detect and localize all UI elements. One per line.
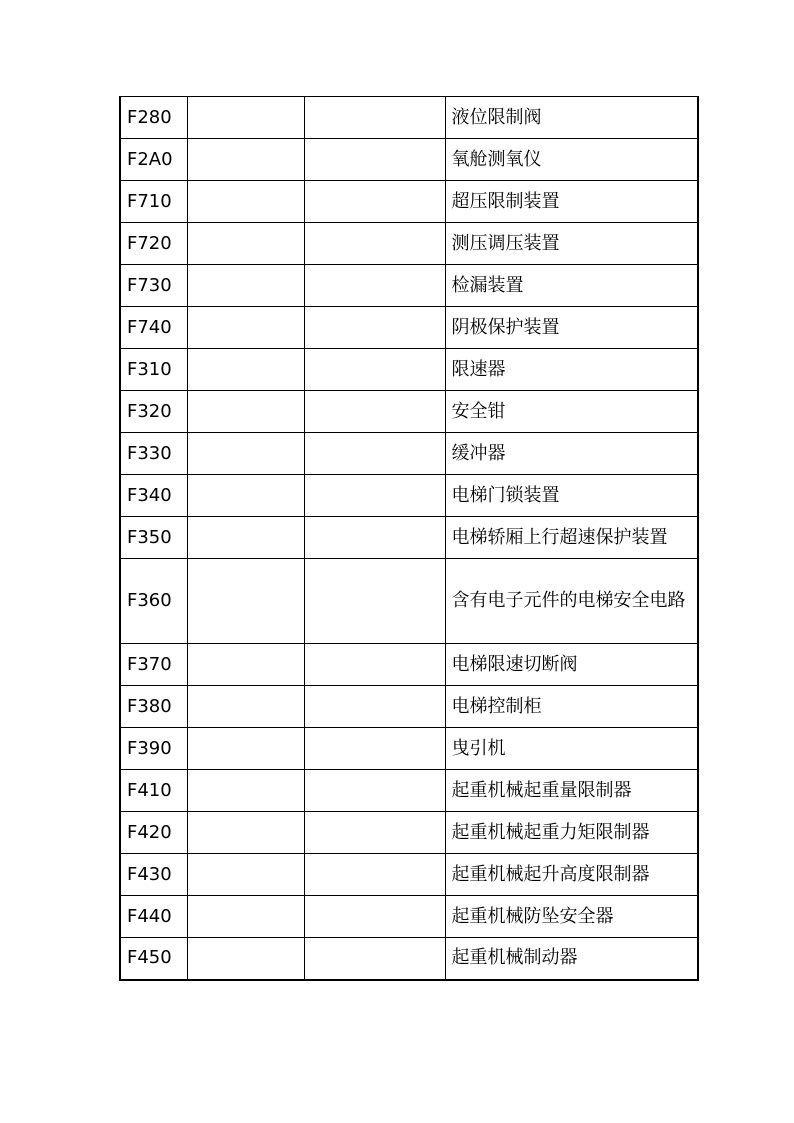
table-row bbox=[120, 728, 698, 770]
code-cell: F380 bbox=[120, 686, 187, 728]
name-cell: 曳引机 bbox=[445, 728, 698, 770]
empty-cell bbox=[304, 391, 445, 433]
empty-cell bbox=[304, 938, 445, 980]
empty-cell bbox=[304, 181, 445, 223]
empty-cell bbox=[187, 517, 304, 559]
empty-cell bbox=[187, 181, 304, 223]
empty-cell bbox=[187, 97, 304, 139]
empty-cell bbox=[187, 349, 304, 391]
table-row bbox=[120, 475, 698, 517]
name-cell: 缓冲器 bbox=[445, 433, 698, 475]
empty-cell bbox=[187, 938, 304, 980]
table-row bbox=[120, 265, 698, 307]
code-cell: F350 bbox=[120, 517, 187, 559]
name-cell: 电梯限速切断阀 bbox=[445, 644, 698, 686]
empty-cell bbox=[187, 139, 304, 181]
name-cell: 起重机械防坠安全器 bbox=[445, 896, 698, 938]
empty-cell bbox=[304, 854, 445, 896]
table-row bbox=[120, 433, 698, 475]
empty-cell bbox=[187, 644, 304, 686]
table-row bbox=[120, 97, 698, 139]
code-cell: F410 bbox=[120, 770, 187, 812]
table-row bbox=[120, 812, 698, 854]
code-cell: F370 bbox=[120, 644, 187, 686]
name-cell: 限速器 bbox=[445, 349, 698, 391]
empty-cell bbox=[187, 433, 304, 475]
name-cell: 阴极保护装置 bbox=[445, 307, 698, 349]
name-cell: 电梯控制柜 bbox=[445, 686, 698, 728]
empty-cell bbox=[187, 223, 304, 265]
name-cell: 液位限制阀 bbox=[445, 97, 698, 139]
table-row bbox=[120, 644, 698, 686]
table-row bbox=[120, 770, 698, 812]
empty-cell bbox=[304, 559, 445, 644]
empty-cell bbox=[187, 686, 304, 728]
code-cell: F450 bbox=[120, 938, 187, 980]
code-cell: F430 bbox=[120, 854, 187, 896]
empty-cell bbox=[187, 265, 304, 307]
table-row bbox=[120, 559, 698, 644]
name-cell: 起重机械起重量限制器 bbox=[445, 770, 698, 812]
empty-cell bbox=[187, 854, 304, 896]
table-body bbox=[120, 97, 698, 980]
table-row bbox=[120, 139, 698, 181]
empty-cell bbox=[304, 475, 445, 517]
code-cell: F730 bbox=[120, 265, 187, 307]
empty-cell bbox=[187, 728, 304, 770]
name-cell: 电梯门锁装置 bbox=[445, 475, 698, 517]
table-row bbox=[120, 517, 698, 559]
code-cell: F440 bbox=[120, 896, 187, 938]
empty-cell bbox=[187, 391, 304, 433]
empty-cell bbox=[187, 812, 304, 854]
empty-cell bbox=[187, 896, 304, 938]
code-cell: F310 bbox=[120, 349, 187, 391]
code-cell: F360 bbox=[120, 559, 187, 644]
empty-cell bbox=[187, 475, 304, 517]
empty-cell bbox=[304, 812, 445, 854]
code-cell: F390 bbox=[120, 728, 187, 770]
code-cell: F330 bbox=[120, 433, 187, 475]
name-cell: 氧舱测氧仪 bbox=[445, 139, 698, 181]
name-cell: 起重机械起重力矩限制器 bbox=[445, 812, 698, 854]
code-cell: F340 bbox=[120, 475, 187, 517]
name-cell: 测压调压装置 bbox=[445, 223, 698, 265]
name-cell: 安全钳 bbox=[445, 391, 698, 433]
empty-cell bbox=[304, 265, 445, 307]
empty-cell bbox=[304, 644, 445, 686]
safety-component-code-table bbox=[119, 96, 699, 981]
code-cell: F2A0 bbox=[120, 139, 187, 181]
empty-cell bbox=[304, 97, 445, 139]
table-row bbox=[120, 896, 698, 938]
code-cell: F740 bbox=[120, 307, 187, 349]
empty-cell bbox=[304, 728, 445, 770]
empty-cell bbox=[304, 223, 445, 265]
empty-cell bbox=[304, 139, 445, 181]
code-cell: F320 bbox=[120, 391, 187, 433]
empty-cell bbox=[187, 307, 304, 349]
empty-cell bbox=[304, 349, 445, 391]
empty-cell bbox=[304, 770, 445, 812]
name-cell: 起重机械制动器 bbox=[445, 938, 698, 980]
table-row bbox=[120, 307, 698, 349]
empty-cell bbox=[304, 307, 445, 349]
name-cell: 含有电子元件的电梯安全电路 bbox=[445, 559, 698, 644]
table-row bbox=[120, 686, 698, 728]
table-row bbox=[120, 349, 698, 391]
table-row bbox=[120, 938, 698, 980]
empty-cell bbox=[187, 770, 304, 812]
code-cell: F420 bbox=[120, 812, 187, 854]
empty-cell bbox=[304, 517, 445, 559]
table-row bbox=[120, 854, 698, 896]
empty-cell bbox=[187, 559, 304, 644]
empty-cell bbox=[304, 433, 445, 475]
code-cell: F280 bbox=[120, 97, 187, 139]
code-cell: F710 bbox=[120, 181, 187, 223]
name-cell: 电梯轿厢上行超速保护装置 bbox=[445, 517, 698, 559]
name-cell: 超压限制装置 bbox=[445, 181, 698, 223]
table-row bbox=[120, 391, 698, 433]
name-cell: 起重机械起升高度限制器 bbox=[445, 854, 698, 896]
table-row bbox=[120, 223, 698, 265]
table-row bbox=[120, 181, 698, 223]
empty-cell bbox=[304, 686, 445, 728]
name-cell: 检漏装置 bbox=[445, 265, 698, 307]
empty-cell bbox=[304, 896, 445, 938]
code-cell: F720 bbox=[120, 223, 187, 265]
